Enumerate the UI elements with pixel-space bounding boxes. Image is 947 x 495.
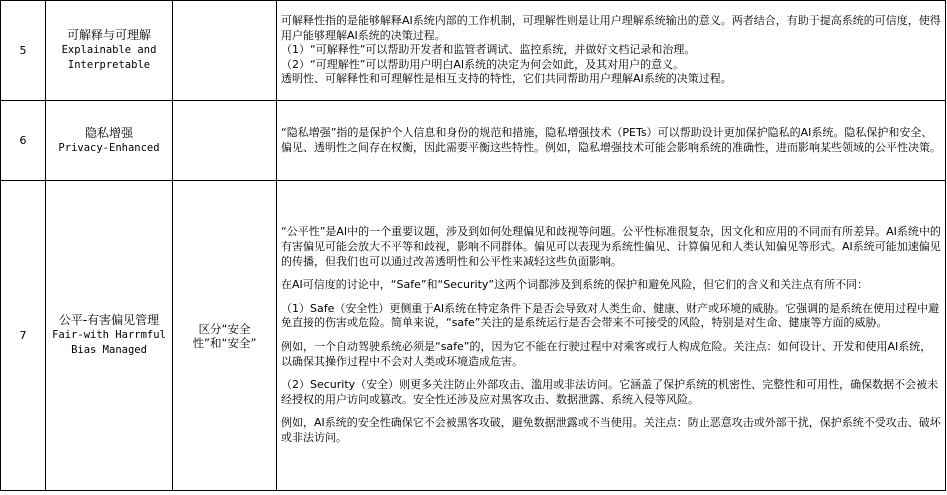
table-row	[1, 1, 946, 101]
term-zh: 公平-有害偏见管理	[58, 313, 160, 327]
term-en-line-2: Interpretable	[67, 59, 151, 71]
description-text: 在AI可信度的讨论中，“Safe”和“Security”这两个词都涉及到系统的保护和避免风险，但它们的含义和关注点有所不同：	[281, 278, 869, 292]
description-text: （2）“可理解性”可以帮助用户明白AI系统的决定为何会如此，及其对用户的意义。	[281, 57, 685, 71]
description-text: （1）Safe（安全性）更侧重于AI系统在特定条件下是否会导致对人类生命、健康、财产或环境的威胁。它强调的是系统在使用过程中避免直接的伤害或危险。简单来说，“safe”关注的是系统运行是否会带来不可接受的风险，特别是对生命、健康等方面的威胁。	[281, 301, 940, 330]
term-en-line-2: Bias Managed	[71, 344, 147, 356]
note-cell	[173, 101, 277, 181]
row-number: 6	[1, 101, 46, 181]
term-en-line-1: Privacy-Enhanced	[58, 141, 160, 154]
description-text: （2）Security（安全）则更多关注防止外部攻击、滥用或非法访问。它涵盖了保护系统的机密性、完整性和可用性，确保数据不会被未经授权的用户访问或篡改。安全性还涉及应对黑客攻击、数据泄露、系统入侵等风险。	[281, 378, 939, 406]
term-zh: 可解释与可理解	[66, 28, 151, 42]
description-text: 可解释性指的是能够解释AI系统内部的工作机制，可理解性则是让用户理解系统输出的意义。两者结合，有助于提高系统的可信度，使得用户能够理解AI系统的决策过程。	[281, 14, 941, 42]
description-cell	[277, 181, 946, 491]
term-cell	[46, 181, 173, 491]
term-en-line-1: Explainable and	[61, 44, 157, 56]
description-cell	[277, 1, 946, 101]
description-text: （1）“可解释性”可以帮助开发者和监管者调试、监控系统，并做好文档记录和治理。	[281, 43, 696, 57]
term-en-line-1: Fair-with Harrmful	[52, 329, 166, 341]
term-zh: 隐私增强	[84, 125, 133, 140]
table-row	[1, 101, 946, 181]
table-row	[1, 181, 946, 491]
row-number: 5	[1, 1, 46, 101]
description-text: 透明性、可解释性和可理解性是相互支持的特性，它们共同帮助用户理解AI系统的决策过程。	[281, 72, 732, 86]
description-cell	[277, 101, 946, 181]
row-number: 7	[1, 181, 46, 491]
description-text: 例如，一个自动驾驶系统必须是“safe”的，因为它不能在行驶过程中对乘客或行人构成危险。关注点：如何设计、开发和使用AI系统，以确保其操作过程中不会对人类或环境造成危害。	[281, 340, 932, 368]
description-text: 例如，AI系统的安全性确保它不会被黑客攻破，避免数据泄露或不当使用。关注点：防止恶意攻击或外部干扰，保护系统不受攻击、破坏或非法访问。	[281, 416, 941, 444]
term-cell	[46, 101, 173, 181]
description-text: “隐私增强”指的是保护个人信息和身份的规范和措施，隐私增强技术（PETs）可以帮助设计更加保护隐私的AI系统。隐私保护和安全、偏见、透明性之间存在权衡，因此需要平衡这些特性。例如，隐私增强技术可能会影响系统的准确性，进而影响某些领域的公平性决策。	[281, 125, 941, 154]
note-cell	[173, 1, 277, 101]
note-cell: 区分“安全性”和“安全”	[173, 181, 277, 491]
description-text: “公平性”是AI中的一个重要议题，涉及到如何处理偏见和歧视等问题。公平性标准很复杂，因文化和应用的不同而有所差异。AI系统中的有害偏见可能会放大不平等和歧视，影响不同群体。偏见可以表现为系统性偏见、计算偏见和人类认知偏见等形式。AI系统可能加速偏见的传播，但我们也可以通过改善透明性和公平性来减轻这些负面影响。	[281, 225, 941, 268]
term-cell	[46, 1, 173, 101]
